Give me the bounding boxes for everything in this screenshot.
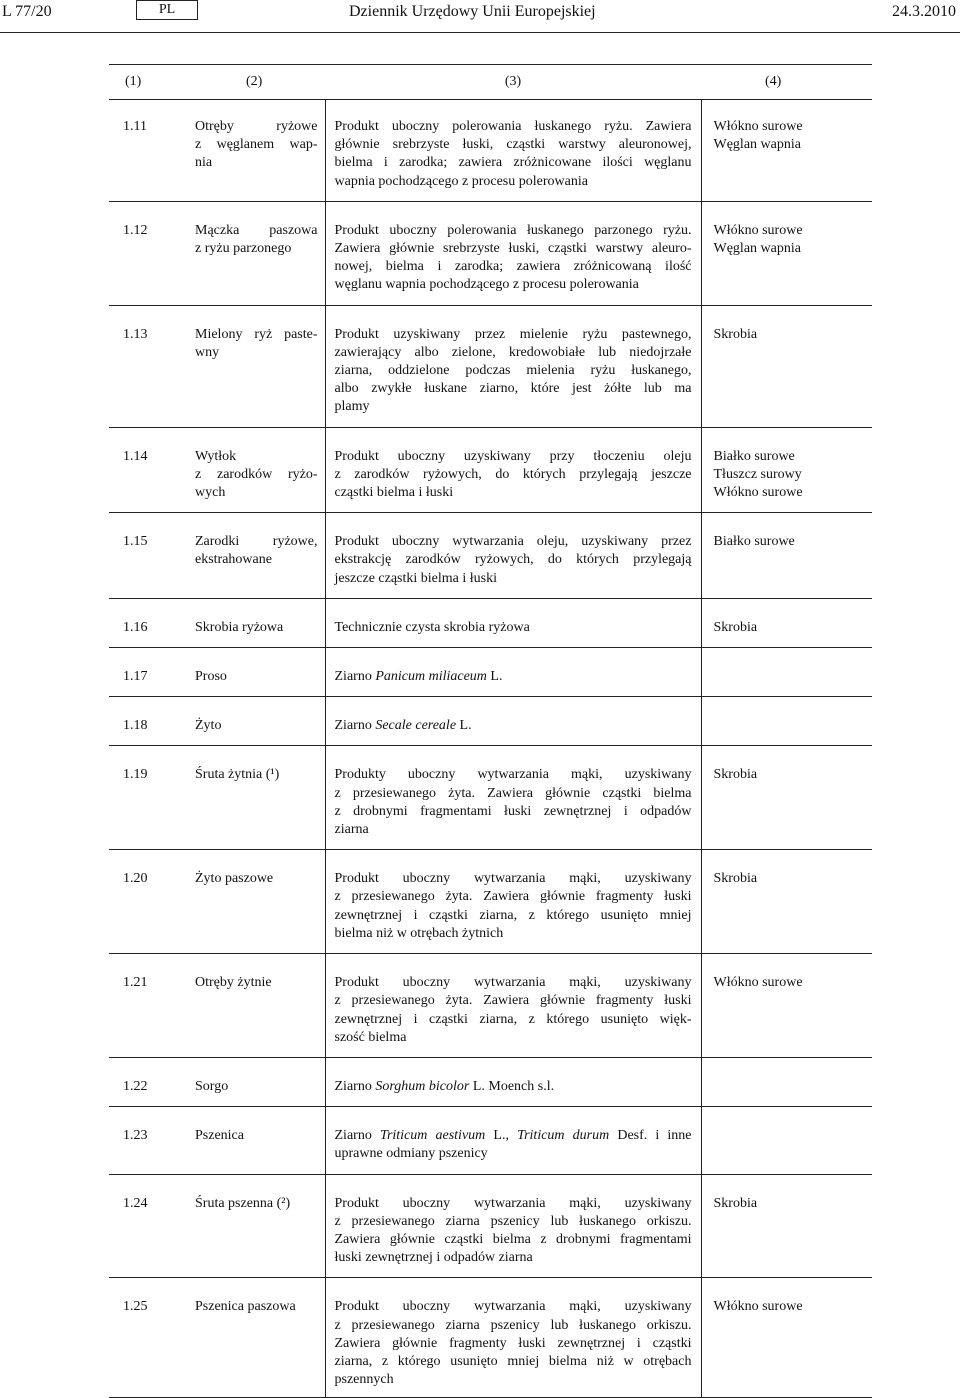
feed-material-name xyxy=(186,697,325,746)
feed-material-name xyxy=(186,598,325,647)
column-header-3: (3) xyxy=(325,65,701,100)
compulsory-declaration-line: Włókno surowe xyxy=(713,222,803,238)
compulsory-declaration xyxy=(701,648,872,697)
journal-title: Dziennik Urzędowy Unii Europejskiej xyxy=(349,3,596,20)
feed-material-name xyxy=(186,201,325,305)
feed-material-name-line: Pszenica paszowa xyxy=(195,1299,296,1315)
feed-material-name-line: Śruta żytnia (¹) xyxy=(195,767,280,783)
feed-material-description-line: Produkt uboczny wytwarzania mąki, uzyskiwany xyxy=(334,1299,692,1315)
feed-material-name xyxy=(186,954,325,1058)
feed-material-description-line: plamy xyxy=(334,399,370,415)
feed-material-description-line: Ziarno Panicum miliaceum L. xyxy=(334,669,503,685)
feed-material-description-line: Technicznie czysta skrobia ryżowa xyxy=(334,619,530,635)
compulsory-declaration-line: Skrobia xyxy=(713,326,758,342)
feed-material-name xyxy=(186,427,325,513)
feed-material-description-line: Produkt uzyskiwany przez mielenie ryżu pastewnego, xyxy=(334,326,692,342)
compulsory-declaration-line: Włókno surowe xyxy=(713,975,803,991)
compulsory-declaration-line: Białko surowe xyxy=(713,448,795,464)
language-box: PL xyxy=(136,0,198,20)
table-body xyxy=(109,100,872,1398)
feed-material-name-line: z zarodków ryżo- xyxy=(195,466,318,482)
feed-material-name xyxy=(186,305,325,427)
item-number: 1.25 xyxy=(109,1278,186,1398)
feed-material-description-line: zewnętrznej i cząstki ziarna, z którego usunięto więk- xyxy=(334,1011,692,1027)
feed-material-description-line: z przesiewanego żyta. Zawiera głównie fragmenty łuski xyxy=(334,993,692,1009)
item-number: 1.14 xyxy=(109,427,186,513)
compulsory-declaration xyxy=(701,598,872,647)
feed-material-description-line: Ziarno Sorghum bicolor L. Moench s.l. xyxy=(334,1078,555,1094)
compulsory-declaration-line: Tłuszcz surowy xyxy=(713,466,802,482)
feed-material-description-line: ziarna xyxy=(334,822,369,838)
feed-material-description xyxy=(325,427,701,513)
feed-material-description xyxy=(325,1174,701,1278)
compulsory-declaration xyxy=(701,850,872,954)
compulsory-declaration xyxy=(701,1174,872,1278)
compulsory-declaration xyxy=(701,513,872,599)
feed-material-name xyxy=(186,100,325,202)
table-row xyxy=(109,697,872,746)
feed-material-name-line: nia xyxy=(195,155,213,171)
feed-material-description-line: Ziarno Secale cereale L. xyxy=(334,718,472,734)
feed-material-description xyxy=(325,954,701,1058)
compulsory-declaration xyxy=(701,305,872,427)
item-number: 1.11 xyxy=(109,100,186,202)
item-number: 1.20 xyxy=(109,850,186,954)
feed-material-description xyxy=(325,746,701,850)
compulsory-declaration-line: Włókno surowe xyxy=(713,1299,803,1315)
feed-material-description-line: bielma niż w otrębach żytnich xyxy=(334,925,504,941)
feed-material-name-line: Żyto paszowe xyxy=(195,871,274,887)
feed-material-name-line: Zarodki ryżowe, xyxy=(195,534,318,550)
feed-material-description-line: głównie srebrzyste łuski, cząstki warstwy aleuronowej, xyxy=(334,137,692,153)
table-row xyxy=(109,513,872,599)
feed-material-description-line: albo zwykłe łuskane ziarno, które jest żółte lub ma xyxy=(334,381,692,397)
item-number: 1.13 xyxy=(109,305,186,427)
feed-material-description-line: ziarna, z którego usunięto mniej bielma niż w otrębach xyxy=(334,1353,692,1369)
column-header-row xyxy=(109,65,872,100)
feed-material-name xyxy=(186,1057,325,1106)
item-number: 1.22 xyxy=(109,1057,186,1106)
table-row xyxy=(109,305,872,427)
feed-material-description-line: Zawiera głównie cząstki bielma z drobnymi fragmentami xyxy=(334,1231,692,1247)
feed-material-name xyxy=(186,1278,325,1398)
feed-material-name-line: wych xyxy=(195,485,226,501)
feed-material-description-line: z drobnymi fragmentami łuski zewnętrznej i odpadów xyxy=(334,803,692,819)
feed-material-description-line: z przesiewanego ziarna pszenicy lub łuskanego orkiszu. xyxy=(334,1213,692,1229)
feed-material-name-line: wny xyxy=(195,344,220,360)
feed-material-name-line: Pszenica xyxy=(195,1128,244,1144)
feed-material-description-line: ekstrakcję zarodków ryżowych, do których przylegają xyxy=(334,552,692,568)
feed-materials-table xyxy=(109,64,872,1398)
feed-material-description xyxy=(325,305,701,427)
feed-material-name xyxy=(186,1107,325,1174)
column-header-1: (1) xyxy=(109,65,186,100)
table-row xyxy=(109,427,872,513)
feed-material-description xyxy=(325,850,701,954)
compulsory-declaration-line: Węglan wapnia xyxy=(713,137,801,153)
feed-material-description-line: Produkty uboczny wytwarzania mąki, uzyskiwany xyxy=(334,767,692,783)
feed-material-description-line: Produkt uboczny wytwarzania oleju, uzyskiwany przez xyxy=(334,534,692,550)
feed-material-name-line: Śruta pszenna (²) xyxy=(195,1195,291,1211)
item-number: 1.19 xyxy=(109,746,186,850)
feed-material-description xyxy=(325,1107,701,1174)
feed-material-description-line: z przesiewanego żyta. Zawiera głównie fragmenty łuski xyxy=(334,889,692,905)
compulsory-declaration xyxy=(701,1278,872,1398)
table-row xyxy=(109,1057,872,1106)
feed-material-description-line: jeszcze cząstki bielma i łuski xyxy=(334,570,497,586)
feed-material-description-line: Zawiera głównie fragmenty łuski zewnętrznej i cząstki xyxy=(334,1335,692,1351)
feed-material-description-line: ziarna, oddzielone podczas mielenia ryżu łuskanego, xyxy=(334,363,692,379)
feed-material-description xyxy=(325,100,701,202)
feed-material-name xyxy=(186,850,325,954)
column-header-4: (4) xyxy=(701,65,872,100)
feed-material-description-line: z zarodków ryżowych, do których przylegają jeszcze xyxy=(334,466,692,482)
feed-material-description-line: Produkt uboczny wytwarzania mąki, uzyskiwany xyxy=(334,975,692,991)
item-number: 1.18 xyxy=(109,697,186,746)
item-number: 1.15 xyxy=(109,513,186,599)
feed-material-description-line: Produkt uboczny polerowania łuskanego ryżu. Zawiera xyxy=(334,119,692,134)
feed-material-name-line: Żyto xyxy=(195,718,222,734)
compulsory-declaration xyxy=(701,427,872,513)
compulsory-declaration xyxy=(701,697,872,746)
item-number: 1.17 xyxy=(109,648,186,697)
compulsory-declaration xyxy=(701,1107,872,1174)
item-number: 1.24 xyxy=(109,1174,186,1278)
compulsory-declaration xyxy=(701,100,872,202)
item-number: 1.23 xyxy=(109,1107,186,1174)
feed-material-description-line: zawierający albo zielone, kredowobiałe lub niedojrzałe xyxy=(334,344,692,360)
feed-material-description-line: Produkt uboczny polerowania łuskanego parzonego ryżu. xyxy=(334,222,692,238)
feed-material-name-line: Wytłok xyxy=(195,448,237,464)
compulsory-declaration-line: Białko surowe xyxy=(713,534,795,550)
feed-material-name xyxy=(186,746,325,850)
feed-material-description-line: Produkt uboczny wytwarzania mąki, uzyskiwany xyxy=(334,1195,692,1211)
feed-material-name-line: Skrobia ryżowa xyxy=(195,619,284,635)
feed-material-description-line: z przesiewanego ziarna pszenicy lub łuskanego orkiszu. xyxy=(334,1317,692,1333)
compulsory-declaration-line: Węglan wapnia xyxy=(713,241,801,257)
compulsory-declaration-line: Włókno surowe xyxy=(713,485,803,501)
feed-material-description-line: nowej, bielma i zarodka; zawiera zróżnicowaną ilość xyxy=(334,259,692,275)
feed-material-name xyxy=(186,648,325,697)
table-row xyxy=(109,201,872,305)
publication-date: 24.3.2010 xyxy=(892,3,956,20)
feed-material-name xyxy=(186,513,325,599)
feed-material-name-line: Proso xyxy=(195,669,227,685)
item-number: 1.12 xyxy=(109,201,186,305)
table-row xyxy=(109,850,872,954)
compulsory-declaration-line: Skrobia xyxy=(713,619,758,635)
table-row xyxy=(109,1278,872,1398)
feed-material-description xyxy=(325,697,701,746)
feed-material-description-line: węglanu wapnia pochodzącego z procesu polerowania xyxy=(334,277,639,293)
feed-material-name-line: z ryżu parzonego xyxy=(195,241,292,257)
item-number: 1.21 xyxy=(109,954,186,1058)
compulsory-declaration xyxy=(701,1057,872,1106)
feed-material-description-line: z przesiewanego żyta. Zawiera głównie cząstki bielma xyxy=(334,785,692,801)
column-header-2: (2) xyxy=(186,65,325,100)
header-rule xyxy=(0,32,960,33)
feed-material-name-line: Sorgo xyxy=(195,1078,229,1094)
feed-material-name-line: Otręby ryżowe xyxy=(195,119,318,134)
compulsory-declaration xyxy=(701,954,872,1058)
compulsory-declaration xyxy=(701,746,872,850)
compulsory-declaration-line: Włókno surowe xyxy=(713,119,803,134)
feed-material-description-line: Produkt uboczny wytwarzania mąki, uzyskiwany xyxy=(334,871,692,887)
feed-material-description xyxy=(325,1057,701,1106)
feed-material-name xyxy=(186,1174,325,1278)
item-number: 1.16 xyxy=(109,598,186,647)
feed-material-description-line: zewnętrznej i cząstki ziarna, z którego usunięto mniej xyxy=(334,907,692,923)
feed-material-description-line: Produkt uboczny uzyskiwany przy tłoczeniu oleju xyxy=(334,448,692,464)
feed-material-name-line: z węglanem wap- xyxy=(195,137,318,153)
feed-material-description xyxy=(325,513,701,599)
feed-material-description-line: wapnia pochodzącego z procesu polerowania xyxy=(334,173,588,189)
feed-material-description-line: szość bielma xyxy=(334,1029,407,1045)
feed-material-description xyxy=(325,648,701,697)
table-row xyxy=(109,100,872,202)
table-row xyxy=(109,598,872,647)
page-header xyxy=(0,3,960,25)
feed-material-description-line: bielma i zarodka; zawiera zróżnicowane ilości węglanu xyxy=(334,155,692,171)
compulsory-declaration-line: Skrobia xyxy=(713,1195,758,1211)
feed-material-description-line: Ziarno Triticum aestivum L., Triticum durum Desf. i inne xyxy=(334,1128,692,1144)
feed-material-name-line: Mączka paszowa xyxy=(195,222,318,238)
feed-material-description-line: Zawiera głównie srebrzyste łuski, cząstki warstwy aleuro- xyxy=(334,241,692,257)
feed-material-name-line: Otręby żytnie xyxy=(195,975,272,991)
compulsory-declaration xyxy=(701,201,872,305)
feed-material-description-line: pszennych xyxy=(334,1372,394,1388)
feed-material-name-line: ekstrahowane xyxy=(195,552,272,568)
compulsory-declaration-line: Skrobia xyxy=(713,871,758,887)
table-row xyxy=(109,954,872,1058)
table-row xyxy=(109,1174,872,1278)
feed-material-description-line: uprawne odmiany pszenicy xyxy=(334,1146,488,1162)
feed-material-description-line: łuski zewnętrznej i odpadów ziarna xyxy=(334,1250,533,1266)
compulsory-declaration-line: Skrobia xyxy=(713,767,758,783)
feed-material-name-line: Mielony ryż paste- xyxy=(195,326,318,342)
feed-material-description-line: cząstki bielma i łuski xyxy=(334,485,454,501)
feed-material-description xyxy=(325,1278,701,1398)
table-row xyxy=(109,648,872,697)
feed-material-description xyxy=(325,598,701,647)
table-row xyxy=(109,1107,872,1174)
feed-material-description xyxy=(325,201,701,305)
page-number: L 77/20 xyxy=(2,3,52,20)
table-row xyxy=(109,746,872,850)
